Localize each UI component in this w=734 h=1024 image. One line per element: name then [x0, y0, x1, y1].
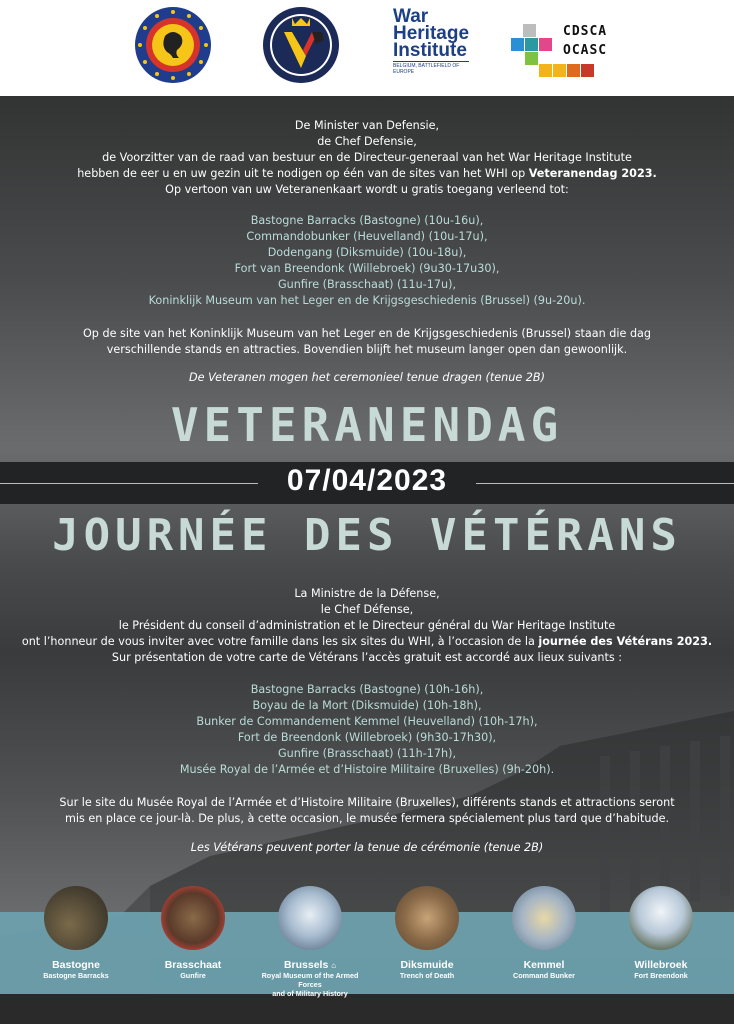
fr-site-item: Bunker de Commandement Kemmel (Heuvelland) (10h-17h),: [196, 715, 538, 728]
whi-logo: [393, 8, 483, 75]
place-subtitle: Command Bunker: [513, 971, 575, 980]
place-name: Brussels: [283, 959, 329, 971]
logo-bar: [0, 0, 734, 96]
nl-extra-line: Op de site van het Koninklijk Museum van het Leger en de Krijgsgeschiedenis (Brussel) staan die dag: [83, 327, 651, 340]
place-subtitle: Fort Breendonk: [634, 971, 688, 980]
event-date: 07/04/2023: [286, 464, 448, 497]
fr-intro-line: La Ministre de la Défense,: [294, 587, 440, 600]
cdsca-logo-line2: OCASC: [563, 43, 608, 58]
place-willebroek: [601, 886, 721, 980]
title-journee-des-veterans: JOURNÉE DES VÉTÉRANS: [52, 510, 682, 561]
veterans-emblem-icon: [262, 6, 340, 84]
place-brasschaat: [133, 886, 253, 980]
place-name: Diksmuide: [400, 959, 454, 971]
fr-sites-list: [0, 682, 734, 778]
whi-logo-line3: Institute: [393, 40, 467, 61]
nl-site-item: Commandobunker (Heuvelland) (10u-17u),: [246, 230, 488, 243]
date-band: [0, 462, 734, 504]
bottom-bar: [0, 994, 734, 1024]
place-diksmuide: [367, 886, 487, 980]
fr-site-item: Boyau de la Mort (Diksmuide) (10h-18h),: [252, 699, 482, 712]
whi-logo-line2: Heritage: [393, 23, 470, 44]
fr-intro: [0, 586, 734, 666]
bastogne-photo: [44, 886, 108, 950]
diksmuide-photo: [395, 886, 459, 950]
nl-site-item: Gunfire (Brasschaat) (11u-17u),: [277, 278, 457, 291]
fr-site-item: Bastogne Barracks (Bastogne) (10h-16h),: [250, 683, 484, 696]
brussels-photo: [278, 886, 342, 950]
place-name: Kemmel: [523, 959, 565, 971]
brasschaat-photo: [161, 886, 225, 950]
place-kemmel: [484, 886, 604, 980]
fr-dress-code: Les Vétérans peuvent porter la tenue de cérémonie (tenue 2B): [190, 841, 544, 854]
place-subtitle: Gunfire: [180, 971, 206, 980]
nl-site-item: Koninklijk Museum van het Leger en de Krijgsgeschiedenis (Brussel) (9u-20u).: [148, 294, 586, 307]
nl-site-item: Dodengang (Diksmuide) (10u-18u),: [267, 246, 467, 259]
whi-logo-line1: War: [393, 6, 429, 27]
kemmel-photo: [512, 886, 576, 950]
willebroek-photo: [629, 886, 693, 950]
nl-site-item: Bastogne Barracks (Bastogne) (10u-16u),: [250, 214, 484, 227]
nl-intro-line: Op vertoon van uw Veteranenkaart wordt u gratis toegang verleend tot:: [165, 183, 569, 196]
place-name: Brasschaat: [164, 959, 222, 971]
nl-intro-text: hebben de eer u en uw gezin uit te nodigen op één van de sites van het WHI op: [77, 167, 529, 180]
nl-intro-line: de Voorzitter van de raad van bestuur en de Directeur-generaal van het War Heritage Institute: [102, 151, 632, 164]
fr-site-item: Fort de Breendonk (Willebroek) (9h30-17h30),: [237, 731, 497, 744]
nl-extra: [0, 326, 734, 358]
place-subtitle: Bastogne Barracks: [43, 971, 109, 980]
nl-extra-line: verschillende stands en attracties. Bovendien blijft het museum langer open dan gewoonlijk.: [106, 343, 628, 356]
museum-icon: ⌂: [331, 961, 337, 970]
fr-intro-line: Sur présentation de votre carte de Vétérans l’accès gratuit est accordé aux lieux suivants :: [111, 651, 623, 664]
nl-intro-emphasis: Veteranendag 2023.: [528, 167, 657, 180]
fr-intro-emphasis: journée des Vétérans 2023.: [538, 635, 713, 648]
place-bastogne: [16, 886, 136, 980]
title-veteranendag: VETERANENDAG: [170, 398, 564, 452]
nl-sites-list: [0, 213, 734, 309]
place-name: Bastogne: [52, 959, 100, 971]
nl-intro-line: De Minister van Defensie,: [294, 119, 440, 132]
fr-extra: [0, 795, 734, 827]
place-brussels: [250, 886, 370, 998]
nl-site-item: Fort van Breendonk (Willebroek) (9u30-17u30),: [234, 262, 500, 275]
nl-dress-code: De Veteranen mogen het ceremonieel tenue dragen (tenue 2B): [189, 371, 545, 384]
place-subtitle: Trench of Death: [399, 971, 455, 980]
place-name-row: [250, 959, 370, 971]
nl-intro-line: [0, 166, 734, 182]
fr-site-item: Gunfire (Brasschaat) (11h-17h),: [277, 747, 457, 760]
cdsca-logo-line1: CDSCA: [563, 24, 608, 39]
fr-intro-line: le Chef Défense,: [320, 603, 414, 616]
fr-intro-text: ont l’honneur de vous inviter avec votre famille dans les six sites du WHI, à l’occasion de la: [21, 635, 539, 648]
place-subtitle-2: and of Military History: [272, 989, 348, 998]
poster-main: [0, 96, 734, 1024]
fr-site-item: Musée Royal de l’Armée et d’Histoire Militaire (Bruxelles) (9h-20h).: [179, 763, 555, 776]
place-name: Willebroek: [634, 959, 688, 971]
belgian-defence-emblem-icon: [134, 6, 212, 84]
fr-intro-line: le Président du conseil d’administration et le Directeur général du War Heritage Institute: [118, 619, 616, 632]
nl-intro-line: de Chef Defensie,: [317, 135, 417, 148]
place-subtitle: Royal Museum of the Armed Forces: [261, 971, 359, 989]
cdsca-logo: [511, 20, 641, 82]
fr-intro-line: [0, 634, 734, 650]
nl-intro: [0, 118, 734, 198]
fr-extra-line: Sur le site du Musée Royal de l’Armée et d’Histoire Militaire (Bruxelles), différents stands et attractions seront: [59, 796, 675, 809]
whi-logo-tagline: BELGIUM, BATTLEFIELD OF EUROPE: [393, 61, 469, 75]
fr-extra-line: mis en place ce jour-là. De plus, à cette occasion, le musée fermera spécialement plus tard que d’habitude.: [64, 812, 670, 825]
